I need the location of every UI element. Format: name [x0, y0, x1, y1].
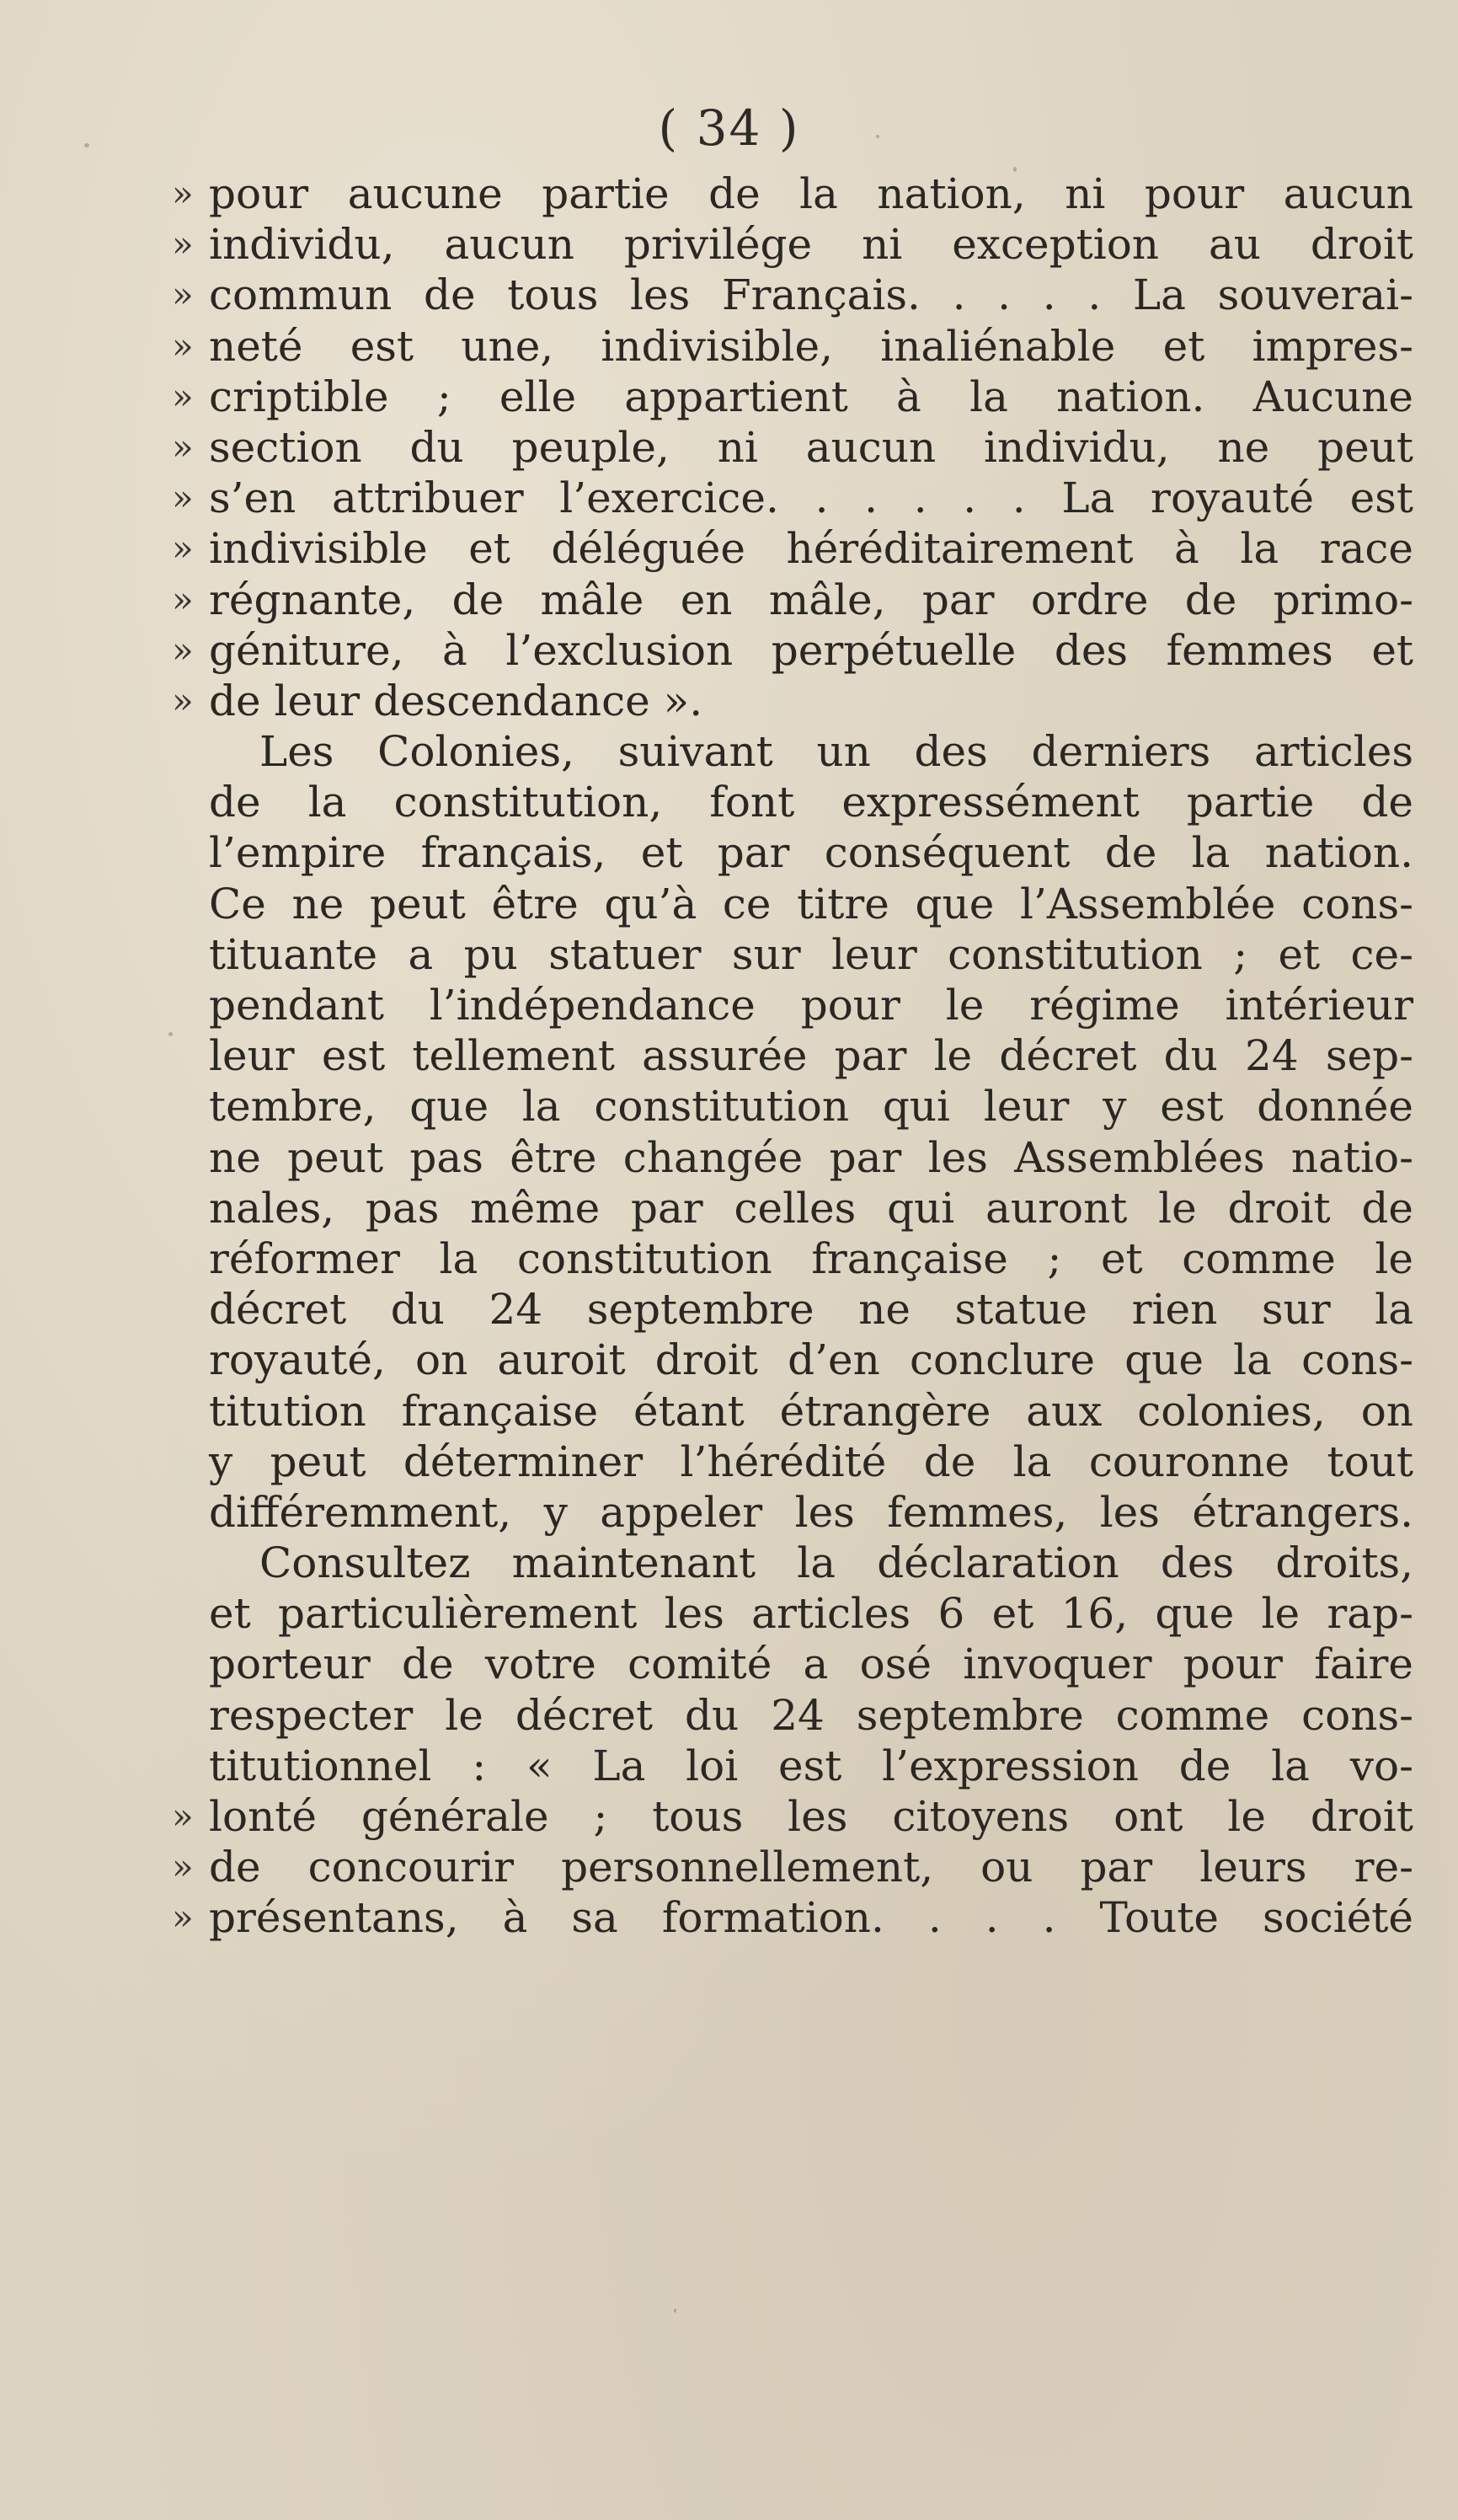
quote-mark: »: [172, 324, 194, 366]
text-line: » individu, aucun privilége ni exception au droit: [172, 220, 1413, 270]
text-line: » géniture, à l’exclusion perpétuelle des femmes et: [172, 625, 1413, 675]
text-line: tituante a pu statuer sur leur constitution ; et ce-: [209, 929, 1413, 979]
quote-mark: »: [172, 375, 194, 417]
quote-mark: »: [172, 679, 194, 721]
text-line: » présentans, à sa formation. . . . Toute société: [172, 1893, 1413, 1943]
text-line: tembre, que la constitution qui leur y est donnée: [209, 1082, 1413, 1132]
text-line: » lonté générale ; tous les citoyens ont le droit: [172, 1792, 1413, 1841]
text-line: » régnante, de mâle en mâle, par ordre de primo-: [172, 575, 1413, 624]
text-line: royauté, on auroit droit d’en conclure que la cons-: [209, 1335, 1413, 1385]
text-line: décret du 24 septembre ne statue rien sur la: [209, 1285, 1413, 1335]
text-line: » de concourir personnellement, ou par leurs re-: [172, 1843, 1413, 1892]
text-line: » de leur descendance ».: [172, 676, 703, 725]
page-number: ( 34 ): [658, 99, 800, 157]
text-line: Ce ne peut être qu’à ce titre que l’Assemblée cons-: [209, 879, 1413, 928]
quote-mark: »: [172, 477, 194, 519]
text-line: » section du peuple, ni aucun individu, ne peut: [172, 422, 1413, 472]
ink-speck: [876, 135, 879, 138]
quote-mark: »: [172, 1795, 194, 1837]
text-line: de la constitution, font expressément partie de: [209, 778, 1413, 827]
quote-mark: »: [172, 578, 194, 620]
quote-mark: »: [172, 274, 194, 316]
quote-mark: »: [172, 173, 194, 214]
text-line: titution française étant étrangère aux colonies, on: [209, 1386, 1413, 1436]
text-line: y peut déterminer l’hérédité de la couronne tout: [209, 1437, 1413, 1486]
text-line: respecter le décret du 24 septembre comme cons-: [209, 1690, 1413, 1740]
text-line: nales, pas même par celles qui auront le droit de: [209, 1183, 1413, 1233]
quote-mark: »: [172, 425, 194, 468]
text-line: ne peut pas être changée par les Assemblées natio-: [209, 1132, 1413, 1182]
quote-mark: »: [172, 223, 194, 265]
text-line: porteur de votre comité a osé invoquer pour faire: [209, 1640, 1413, 1689]
ink-speck: [674, 2309, 676, 2313]
body-text: [172, 169, 1413, 1944]
quote-mark: »: [172, 1846, 194, 1888]
text-line: » s’en attribuer l’exercice. . . . . . La royauté est: [172, 474, 1413, 523]
text-line: » criptible ; elle appartient à la nation. Aucune: [172, 372, 1413, 421]
text-line: pendant l’indépendance pour le régime intérieur: [209, 981, 1413, 1030]
text-line: leur est tellement assurée par le décret du 24 sep-: [209, 1031, 1413, 1081]
paragraph-start-line: Les Colonies, suivant un des derniers articles: [259, 727, 1413, 777]
text-line: » commun de tous les Français. . . . . La souverai-: [172, 270, 1413, 320]
paragraph-start-line: Consultez maintenant la déclaration des droits,: [259, 1538, 1413, 1588]
text-line: » indivisible et déléguée héréditairement à la race: [172, 524, 1413, 574]
quote-mark: »: [172, 629, 194, 671]
text-line: l’empire français, et par conséquent de la nation.: [209, 828, 1413, 878]
ink-speck: [84, 143, 89, 147]
text-line: et particulièrement les articles 6 et 16, que le rap-: [209, 1589, 1413, 1639]
text-line: » neté est une, indivisible, inaliénable et impres-: [172, 321, 1413, 371]
text-line: titutionnel : « La loi est l’expression de la vo-: [209, 1741, 1413, 1790]
text-line: différemment, y appeler les femmes, les étrangers.: [209, 1487, 1413, 1537]
quote-mark: »: [172, 527, 194, 570]
text-line: réformer la constitution française ; et comme le: [209, 1233, 1413, 1283]
quote-mark: »: [172, 1897, 194, 1939]
text-line: » pour aucune partie de la nation, ni pour aucun: [172, 169, 1413, 218]
ink-speck: [168, 1032, 173, 1036]
